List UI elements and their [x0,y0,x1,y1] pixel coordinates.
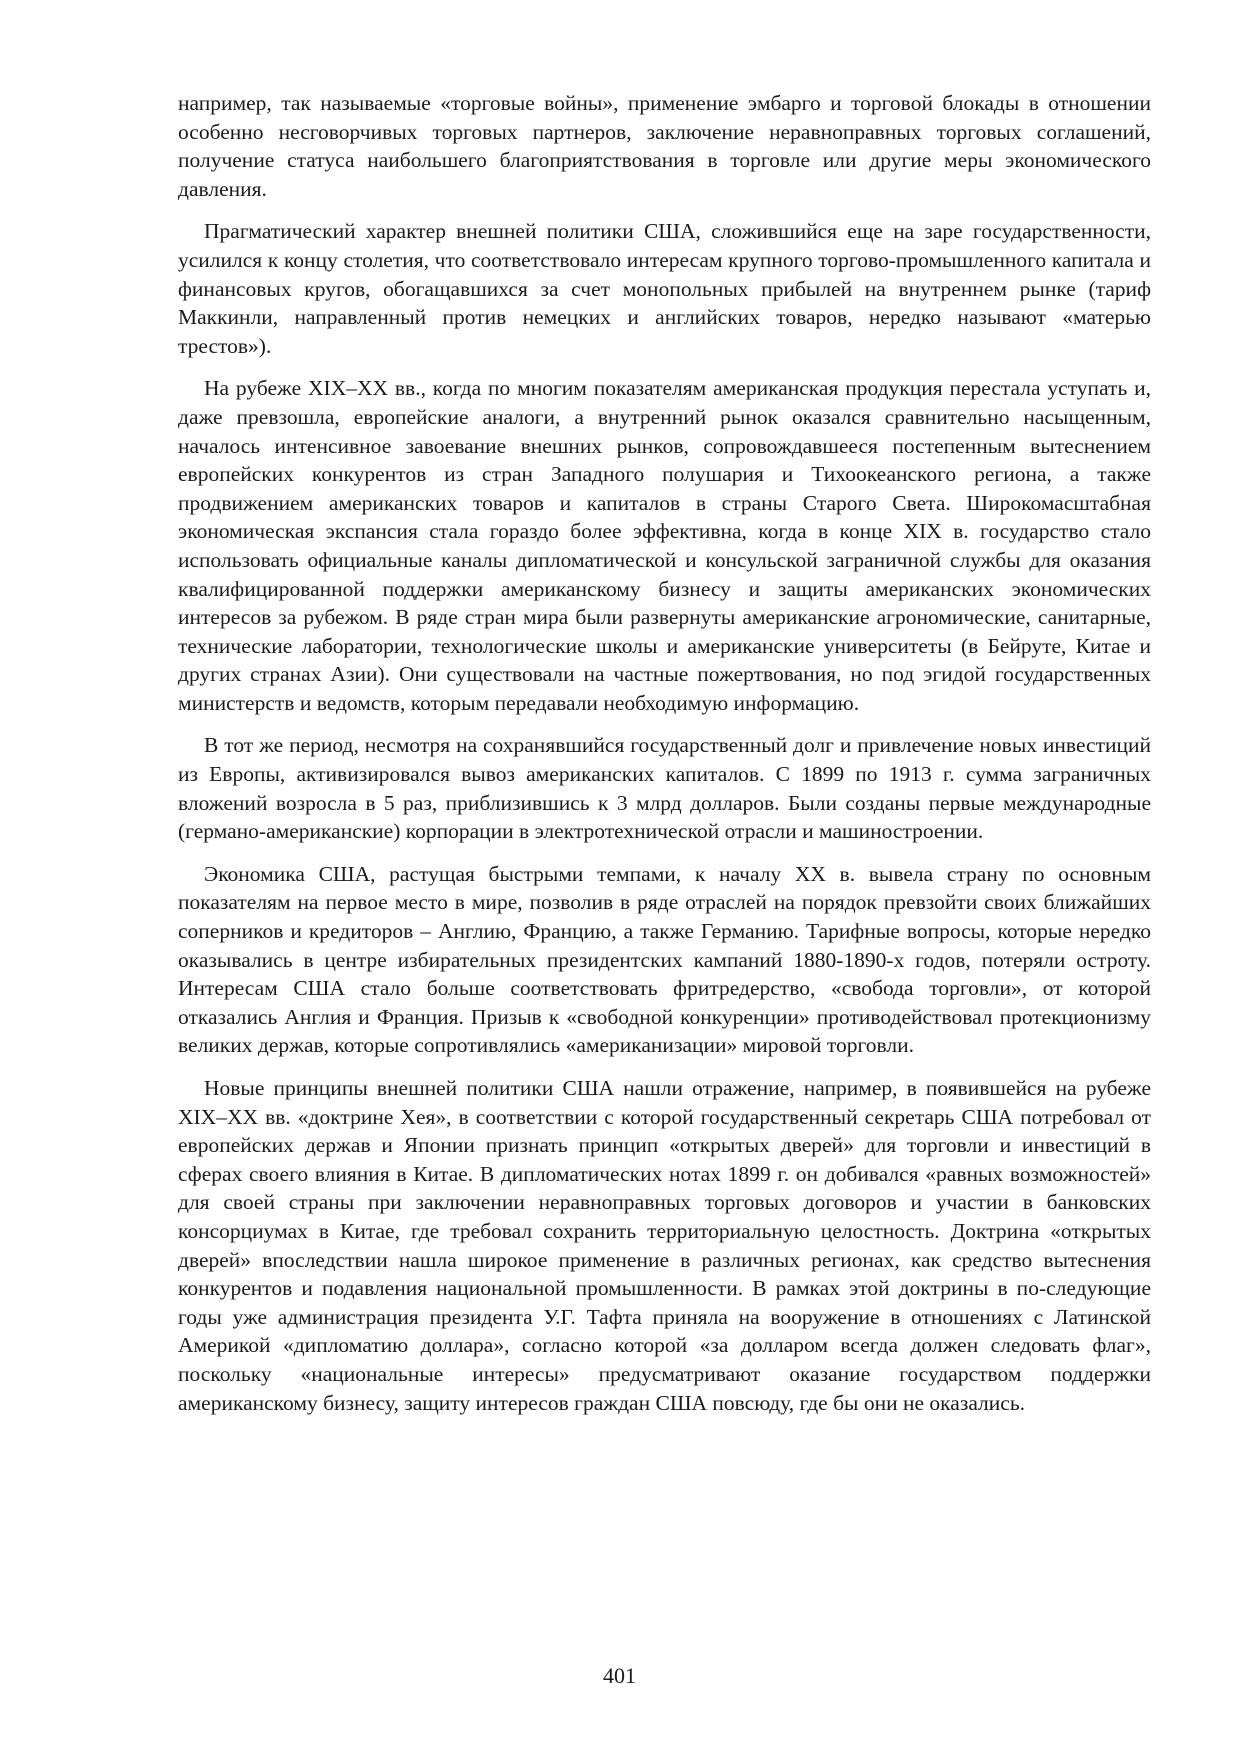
paragraph-5: Экономика США, растущая быстрыми темпами, к началу XX в. вывела страну по основным показателям на первое место в мире, позволив в ряде отраслей на порядок превзойти своих ближайших соперников и кредиторов – Англию, Францию, а также Германию. Тарифные вопросы, которые нередко оказывались в центре избирательных президентских кампаний 1880-1890-х годов, потеряли остроту. Интересам США стало больше соответствовать фритредерство, «свобода торговли», от которой отказались Англия и Франция. Призыв к «свободной конкуренции» противодействовал протекционизму великих держав, которые сопротивлялись «американизации» мировой торговли. [178,861,1151,1058]
paragraph-2: Прагматический характер внешней политики США, сложившийся еще на заре государственности, усилился к концу столетия, что соответствовало интересам крупного торгово-промышленного капитала и финансовых кругов, обогащавшихся за счет монопольных прибылей на внутреннем рынке (тариф Маккинли, направленный против немецких и английских товаров, нередко называют «матерью трестов»). [178,219,1151,358]
page-number: 401 [603,1663,636,1688]
paragraph-6: Новые принципы внешней политики США нашли отражение, например, в появившейся на рубеже XIX–XX вв. «доктрине Хея», в соответствии с которой государственный секретарь США потребовал от европейских держав и Японии признать принцип «открытых дверей» для торговли и инвестиций в сферах своего влияния в Китае. В дипломатических нотах 1899 г. он добивался «равных возможностей» для своей страны при заключении неравноправных торговых договоров и участии в банковских консорциумах в Китае, где требовал сохранить территориальную целостность. Доктрина «открытых дверей» впоследствии нашла широкое применение в различных регионах, как средство вытеснения конкурентов и подавления национальной промышленности. В рамках этой доктрины в по-следующие годы уже администрация президента У.Г. Тафта приняла на вооружение в отношениях с Латинской Америкой «дипломатию доллара», согласно которой «за долларом всегда должен следовать флаг», поскольку «национальные интересы» предусматривают оказание государством поддержки американскому бизнесу, защиту интересов граждан США повсюду, где бы они не оказались. [178,1076,1151,1415]
paragraph-4: В тот же период, несмотря на сохранявшийся государственный долг и привлечение новых инвестиций из Европы, активизировался вывоз американских капиталов. С 1899 по 1913 г. сумма заграничных вложений возросла в 5 раз, приблизившись к 3 млрд долларов. Были созданы первые международные (германо-американские) корпорации в электротехнической отрасли и машиностроении. [178,733,1151,844]
paragraph-1: например, так называемые «торговые войны», применение эмбарго и торговой блокады в отношении особенно несговорчивых торговых партнеров, заключение неравноправных торговых соглашений, получение статуса наибольшего благоприятствования в торговле или другие меры экономического давления. [178,91,1151,201]
paragraph-3: На рубеже XIX–XX вв., когда по многим показателям американская продукция перестала уступать и, даже превзошла, европейские аналоги, а внутренний рынок оказался сравнительно насыщенным, началось интенсивное завоевание внешних рынков, сопровождавшееся постепенным вытеснением европейских конкурентов из стран Западного полушария и Тихоокеанского региона, а также продвижением американских товаров и капиталов в страны Старого Света. Широкомасштабная экономическая экспансия стала гораздо более эффективна, когда в конце XIX в. государство стало использовать официальные каналы дипломатической и консульской заграничной службы для оказания квалифицированной поддержки американскому бизнесу и защиты американских экономических интересов за рубежом. В ряде стран мира были развернуты американские агрономические, санитарные, технические лаборатории, технологические школы и американские университеты (в Бейруте, Китае и других странах Азии). Они существовали на частные пожертвования, но под эгидой государственных министерств и ведомств, которым передавали необходимую информацию. [178,376,1151,715]
page-body [178,89,1151,1431]
